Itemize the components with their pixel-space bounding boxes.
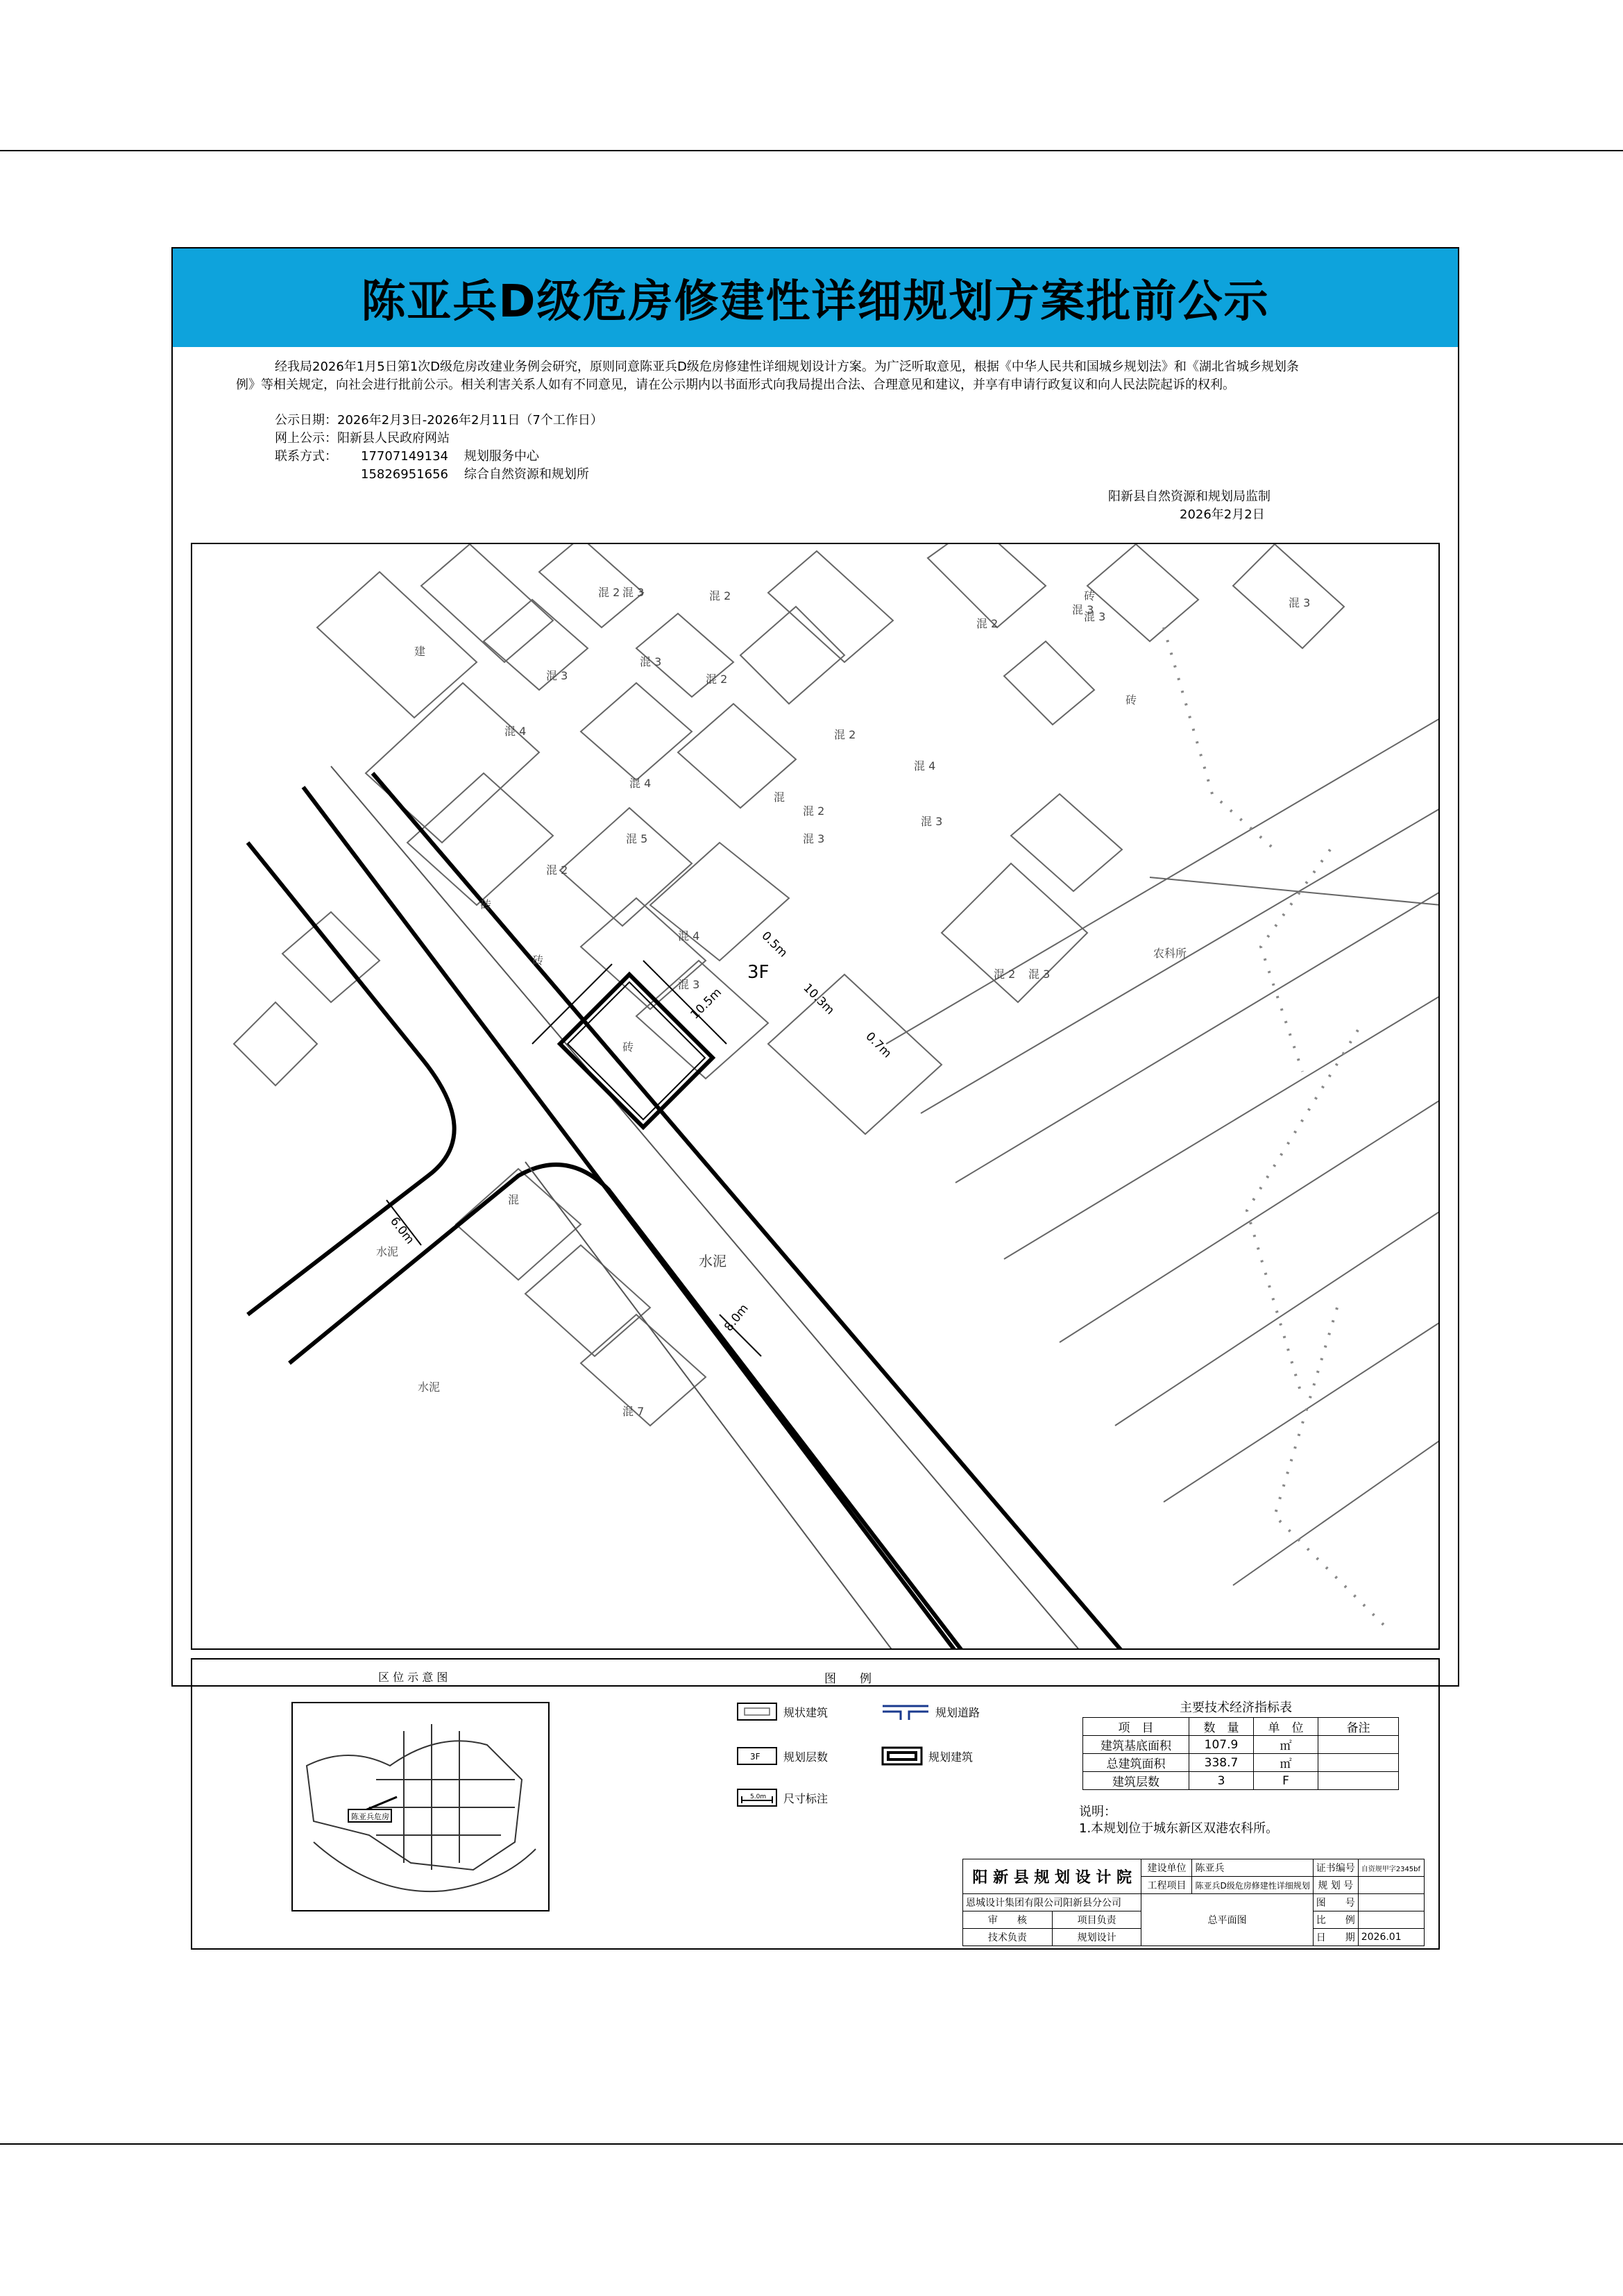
road-label: 水泥 [699,1253,726,1269]
river [314,1842,536,1891]
drawing-date: 2026.01 [1358,1929,1424,1946]
dimension-label: 10.5m [688,985,725,1022]
planned-road-icon [881,1702,930,1721]
company-name: 恩城设计集团有限公司阳新县分公司 [963,1894,1141,1911]
parcel-line [1115,1210,1440,1426]
building-label: 混 7 [622,1405,645,1418]
location-map [291,1702,550,1911]
building-label: 混 3 [1289,596,1311,609]
existing-building [928,544,1046,627]
building-label: 混 5 [626,832,648,845]
building-label: 混 3 [921,815,943,828]
table-row: 建筑基底面积 107.9 ㎡ [1083,1736,1399,1754]
legend-existing-building: 规状建筑 [736,1702,828,1721]
existing-building [317,572,477,718]
building-label: 混 3 [1028,968,1051,981]
table-row: 建筑层数 3 F [1083,1772,1399,1790]
note-text: 1.本规划位于城东新区双港农科所。 [1079,1821,1279,1836]
site-plan-drawing [192,544,1440,1650]
building-label: 混 3 [1084,610,1106,623]
indicators-title: 主要技术经济指标表 [1180,1700,1292,1715]
building-label: 混 3 [640,655,662,668]
notice-online-row: 网上公示：阳新县人民政府网站 [275,431,450,446]
indicators-table [1082,1717,1399,1790]
svg-text:5.0m: 5.0m [750,1793,767,1800]
notice-contact-row: 联系方式： [275,449,337,464]
road-edge [525,1162,893,1650]
building-label: 混 [508,1193,520,1206]
existing-building [484,600,588,690]
existing-building [1011,794,1122,891]
plot-label: 农科所 [1153,947,1187,960]
existing-building [366,683,539,843]
building-label: 混 3 [1072,603,1094,616]
building-label: 砖 [532,954,544,967]
table-header-row: 项 目 数 量 单 位 备注 [1083,1718,1399,1736]
existing-building [768,551,893,662]
existing-building [768,974,942,1134]
title-banner [173,248,1458,347]
map-labels [376,586,1310,1418]
location-map-title: 区 位 示 意 图 [378,1671,448,1684]
legend-title: 图 例 [824,1672,872,1686]
building-label: 混 2 [834,728,856,741]
building-label: 砖 [1084,589,1096,602]
road-edge [331,766,1080,1650]
building-label: 建 [414,645,426,658]
site-plan-map [191,543,1440,1650]
building-label: 混 3 [546,669,568,682]
contact-item: 15826951656 综合自然资源和规划所 [361,467,589,482]
note-title: 说明： [1079,1805,1116,1819]
parcel-line [955,891,1440,1183]
existing-building [560,808,692,926]
notice-body: 经我局2026年1月5日第1次D级危房改建业务例会研究，原则同意陈亚兵D级危房修建性详细规划设计方案。为广泛听取意见，根据《中华人民共和国城乡规划法》和《湖北省城乡规划条例》等相关规定，向社会进行批前公示。相关利害关系人如有不同意见，请在公示期内以书面形式向我局提出合法、合理意见和建议，并享有申请行政复议和向人民法院起诉的权利。 [236,360,1299,392]
existing-building [740,607,844,704]
notice-period-row: 公示日期：2026年2月3日-2026年2月11日（7个工作日） [275,413,603,428]
tree-row [1164,627,1275,850]
building-label: 混 3 [803,832,825,845]
parcel-line [1233,1440,1440,1585]
legend-planned-building: 规划建筑 [881,1746,973,1766]
existing-building [1087,544,1198,641]
building-label: 混 4 [629,777,652,790]
legend-planned-floors: 3F 规划层数 [736,1746,828,1766]
title-block: 阳 新 县 规 划 设 计 院 建设单位 陈亚兵 证书编号 自资规甲字2345bf 工程项目 陈亚兵D级危房修建性详细规划 规 划 号 恩城设计集团有限公司阳新县分公司 总平面图 图 号 审 核 项目负责 比 例 技术负责 规划设计 日 期 2026.01 [962,1859,1425,1946]
building-label: 砖 [622,1040,634,1054]
dimension-label: 8.0m [722,1301,751,1335]
building-label: 混 2 [976,617,999,630]
planned-floors-label: 3F [747,962,770,983]
dimension-label: 10.3m [800,981,838,1018]
notice-online: 阳新县人民政府网站 [337,431,450,446]
planned-building-icon [881,1746,923,1766]
existing-building [456,1169,581,1280]
building-label: 混 [774,791,785,804]
parcel-line [1164,1322,1440,1502]
page-title: 陈亚兵D级危房修建性详细规划方案批前公示 [361,276,1270,328]
notice-issue-date: 2026年2月2日 [1180,507,1265,522]
notice-period: 2026年2月3日-2026年2月11日（7个工作日） [337,413,603,428]
dimension-label: 6.0m [387,1214,417,1247]
existing-building [234,1002,317,1086]
building-label: 混 4 [678,929,700,943]
building-label: 混 2 [598,586,620,599]
existing-building [581,683,692,780]
parcel-line [1004,995,1440,1259]
drawing-name: 总平面图 [1141,1894,1313,1946]
legend-planned-road: 规划道路 [881,1702,980,1721]
parcel-line [921,808,1440,1113]
planned-floor-label [747,962,770,983]
road-label: 水泥 [376,1245,399,1258]
existing-building [581,898,706,1009]
building-label: 混 2 [803,804,825,818]
parcel-line [1060,1099,1440,1342]
location-marker-label: 陈亚兵危房 [351,1812,389,1821]
existing-building [1004,641,1094,725]
building-label: 混 3 [678,978,700,991]
contact-item: 17707149134 规划服务中心 [361,449,539,464]
city-outline [307,1741,522,1870]
building-label: 砖 [1125,693,1137,707]
parcel-line [1150,877,1440,905]
project-name: 陈亚兵D级危房修建性详细规划 [1192,1877,1313,1894]
existing-building [525,1245,650,1356]
dimension-label: 0.5m [758,929,790,961]
building-label: 混 2 [709,589,731,602]
road-label: 水泥 [418,1381,441,1394]
institute-name: 阳 新 县 规 划 设 计 院 [963,1859,1141,1894]
tree-row [1275,1308,1386,1627]
existing-building-icon [736,1702,778,1721]
notice-text [236,358,1305,394]
building-label: 混 2 [706,673,728,686]
tree-row [1247,1030,1358,1398]
building-label: 混 3 [622,586,645,599]
road-edge [248,843,454,1315]
svg-text:3F: 3F [750,1752,760,1762]
build-unit: 陈亚兵 [1192,1859,1313,1877]
notice-issuer: 阳新县自然资源和规划局监制 [1108,489,1271,504]
location-map-drawing [293,1703,548,1910]
table-row: 总建筑面积 338.7 ㎡ [1083,1754,1399,1772]
building-label: 混 2 [546,863,568,877]
cert-number: 自资规甲字2345bf [1358,1859,1424,1877]
floors-icon [736,1746,778,1766]
legend-dimension: 5.0m 尺寸标注 [736,1788,828,1807]
building-label: 混 4 [504,725,527,738]
dimension-icon [736,1788,778,1807]
street-grid [369,1724,515,1870]
building-label: 混 2 [994,968,1016,981]
building-label: 混 4 [914,759,936,773]
parcel-line [886,718,1440,1044]
building-label: 砖 [480,898,492,911]
tree-row [1261,850,1330,1072]
dimension-label: 0.7m [863,1029,894,1061]
